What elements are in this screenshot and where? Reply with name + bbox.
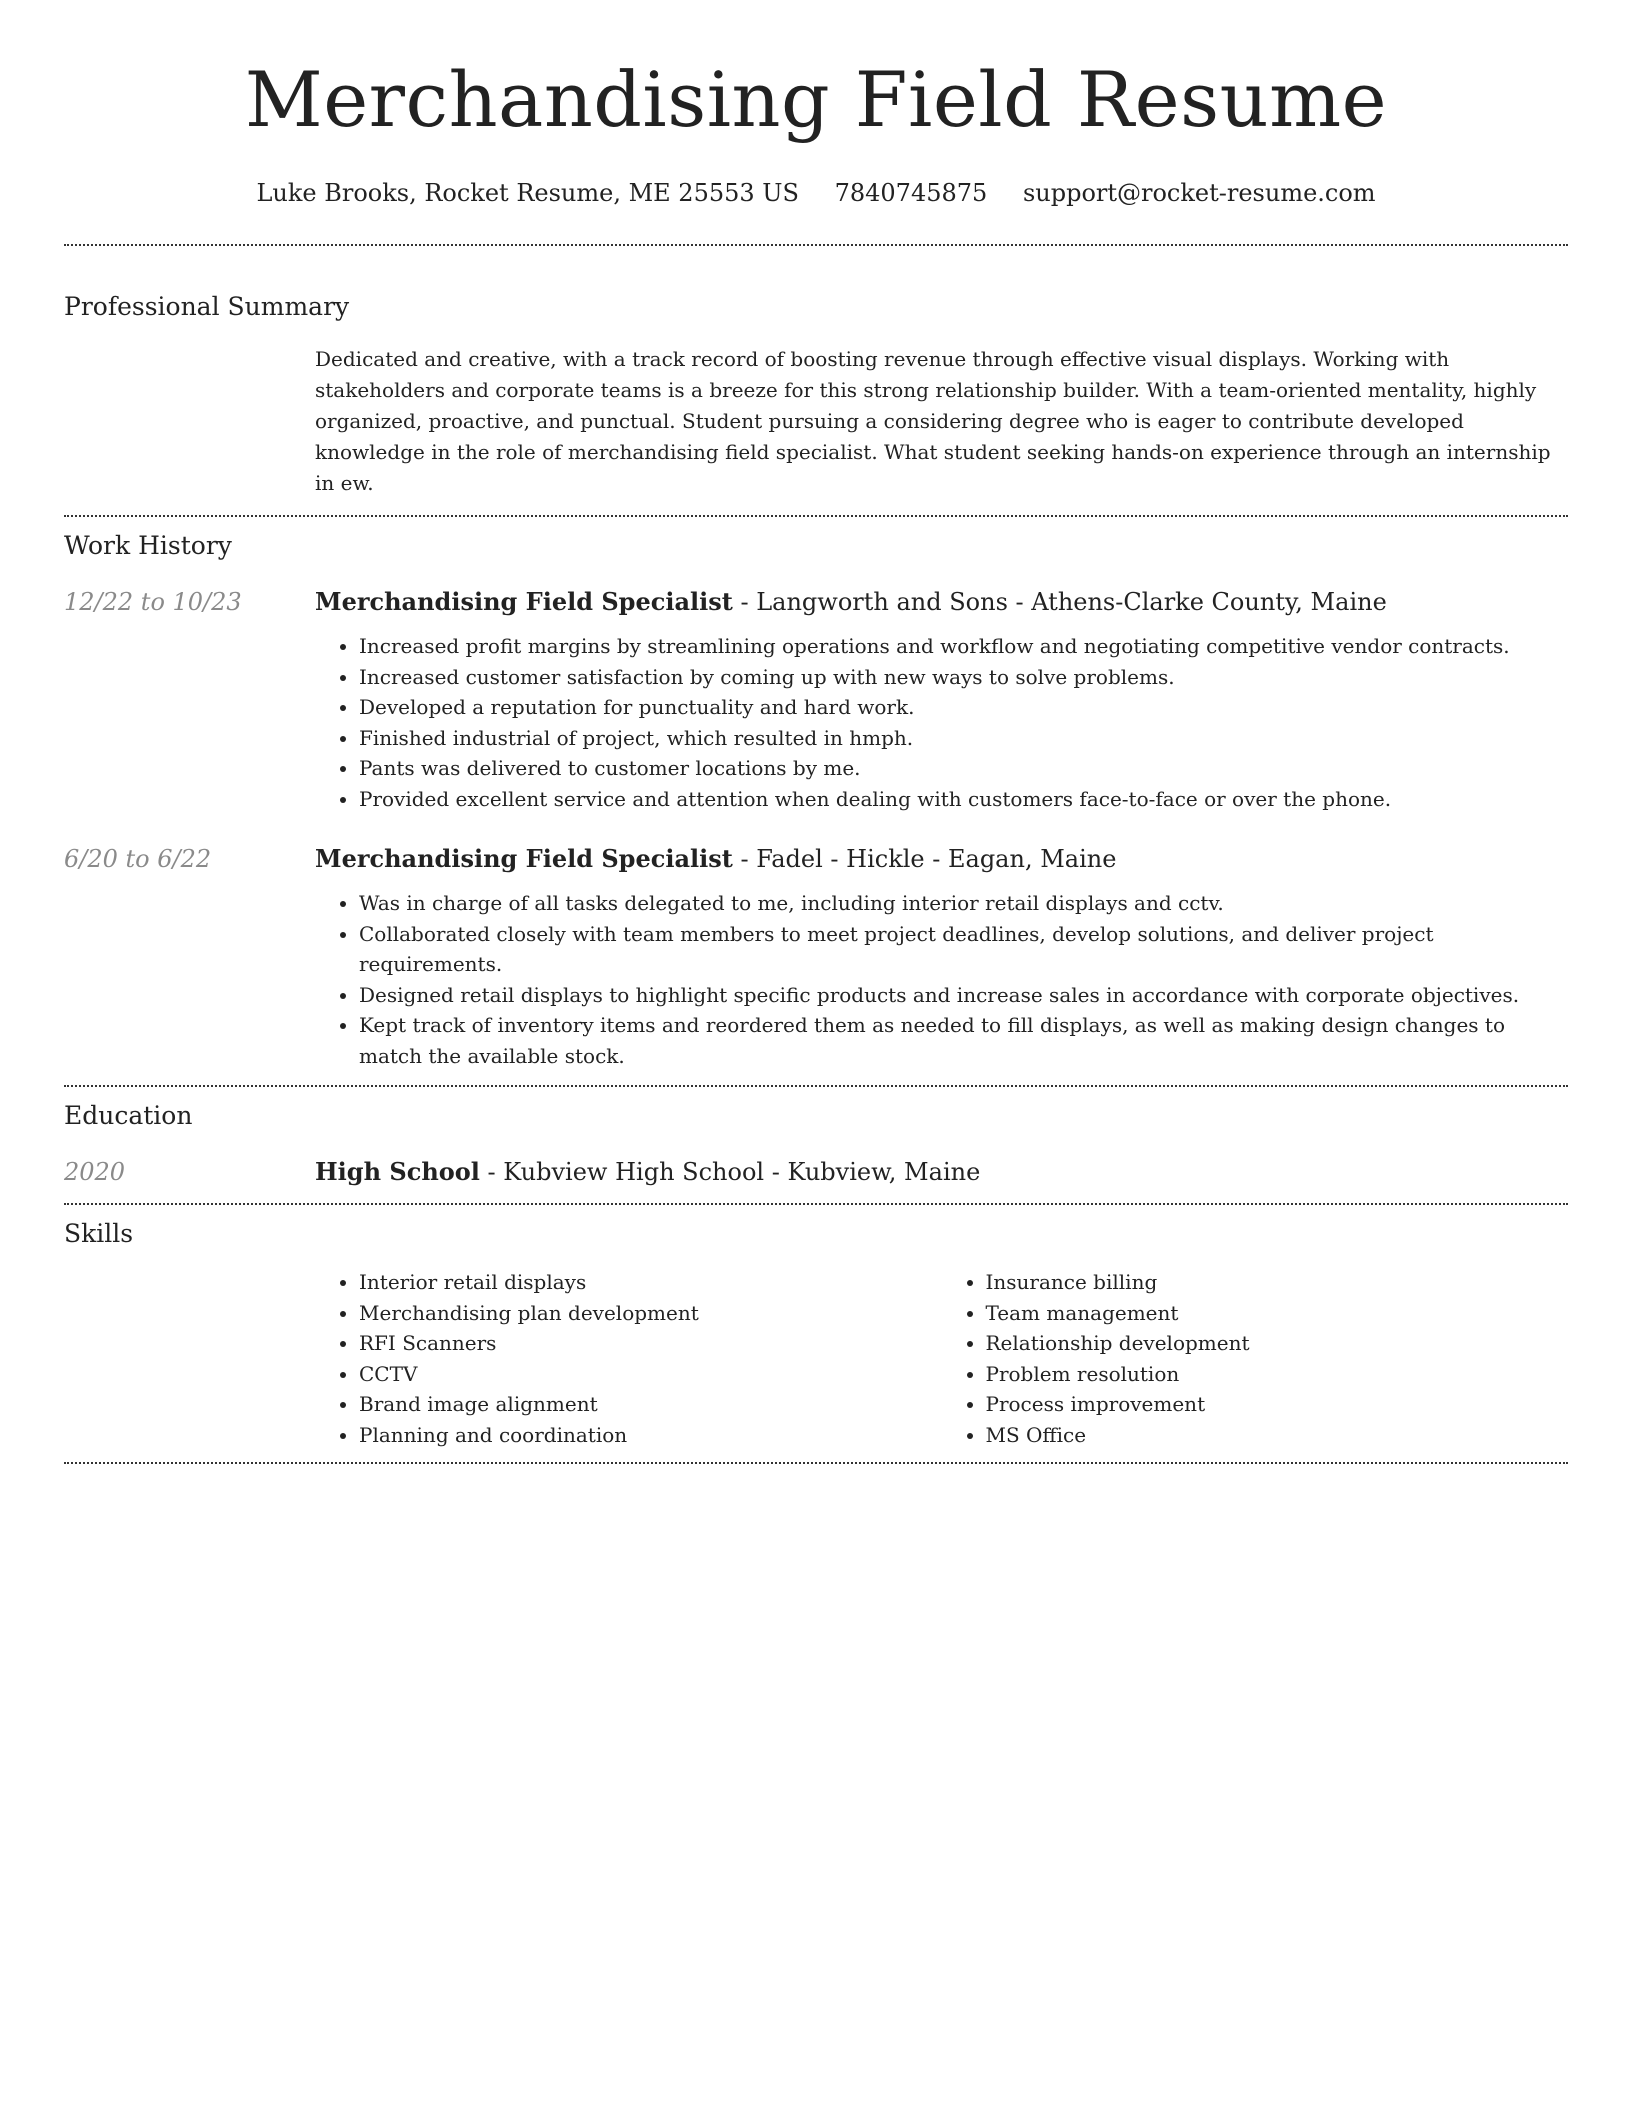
work-history-section <box>64 529 1568 1085</box>
list-item: • Increased customer satisfaction by coming up with new ways to solve problems. <box>359 662 1568 693</box>
job-entry <box>64 585 1568 814</box>
skills-heading: Skills <box>64 1219 134 1248</box>
divider <box>64 1203 1568 1205</box>
skill-item: • RFI Scanners <box>359 1328 942 1359</box>
job-title <box>315 842 1568 876</box>
skills-list-left <box>315 1267 942 1450</box>
list-item: • Was in charge of all tasks delegated to me, including interior retail displays and cctv. <box>359 888 1568 919</box>
job-dates: 12/22 to 10/23 <box>64 588 242 616</box>
skills-list-right <box>942 1267 1569 1450</box>
education-section <box>64 1099 1568 1203</box>
job-dates: 6/20 to 6/22 <box>64 845 212 873</box>
list-item: • Collaborated closely with team members to meet project deadlines, develop solutions, and deliver project requirements. <box>359 919 1568 980</box>
skill-item: • Team management <box>986 1298 1569 1329</box>
summary-section <box>64 290 1568 515</box>
job-role: Merchandising Field Specialist <box>315 587 733 616</box>
contact-phone: 7840745875 <box>834 179 988 207</box>
job-details: - Langworth and Sons - Athens-Clarke County, Maine <box>732 588 1387 616</box>
list-item: • Increased profit margins by streamlining operations and workflow and negotiating competitive vendor contracts. <box>359 631 1568 662</box>
education-title <box>315 1155 980 1189</box>
list-item: • Finished industrial of project, which resulted in hmph. <box>359 723 1568 754</box>
skills-columns <box>315 1267 1568 1462</box>
skill-item: • Planning and coordination <box>359 1420 942 1451</box>
skill-item: • Merchandising plan development <box>359 1298 942 1329</box>
skill-item: • Problem resolution <box>986 1359 1569 1390</box>
summary-text: Dedicated and creative, with a track record of boosting revenue through effective visual displays. Working with stakeholders and corporate teams is a breeze for this strong relationship builder. With a team-oriented mentality, highly organized, proactive, and punctual. Student pursuing a considering degree who is eager to contribute developed knowledge in the role of merchandising field specialist. What student seeking hands-on experience through an internship in ew. <box>315 347 1551 495</box>
education-degree: High School <box>315 1157 480 1186</box>
job-body <box>315 585 1568 814</box>
skill-item: • Insurance billing <box>986 1267 1569 1298</box>
skill-item: • CCTV <box>359 1359 942 1390</box>
list-item: • Pants was delivered to customer locations by me. <box>359 753 1568 784</box>
skills-section <box>64 1217 1568 1462</box>
skill-item: • MS Office <box>986 1420 1569 1451</box>
list-item: • Developed a reputation for punctuality and hard work. <box>359 692 1568 723</box>
work-history-heading: Work History <box>64 531 232 560</box>
list-item: • Provided excellent service and attention when dealing with customers face-to-face or over the phone. <box>359 784 1568 815</box>
divider <box>64 1462 1568 1464</box>
skill-item: • Relationship development <box>986 1328 1569 1359</box>
contact-email: support@rocket-resume.com <box>1022 179 1376 207</box>
divider <box>64 244 1568 246</box>
education-heading: Education <box>64 1101 193 1130</box>
job-role: Merchandising Field Specialist <box>315 844 733 873</box>
skill-item: • Brand image alignment <box>359 1389 942 1420</box>
job-bullets <box>315 888 1568 1071</box>
divider <box>64 1085 1568 1087</box>
page-title: Merchandising Field Resume <box>244 55 1388 144</box>
divider <box>64 515 1568 517</box>
job-title <box>315 585 1568 619</box>
list-item: • Kept track of inventory items and reordered them as needed to fill displays, as well as making design changes to match the available stock. <box>359 1010 1568 1071</box>
education-year: 2020 <box>64 1158 126 1186</box>
education-details: - Kubview High School - Kubview, Maine <box>479 1158 981 1186</box>
skill-item: • Process improvement <box>986 1389 1569 1420</box>
contact-address: Luke Brooks, Rocket Resume, ME 25553 US <box>256 179 799 207</box>
summary-heading: Professional Summary <box>64 292 350 321</box>
education-entry <box>64 1155 1568 1203</box>
skill-item: • Interior retail displays <box>359 1267 942 1298</box>
job-entry <box>64 842 1568 1085</box>
job-details: - Fadel - Hickle - Eagan, Maine <box>732 845 1117 873</box>
job-body <box>315 842 1568 1085</box>
job-bullets <box>315 631 1568 814</box>
list-item: • Designed retail displays to highlight specific products and increase sales in accordance with corporate objectives. <box>359 980 1568 1011</box>
contact-line <box>64 176 1568 210</box>
